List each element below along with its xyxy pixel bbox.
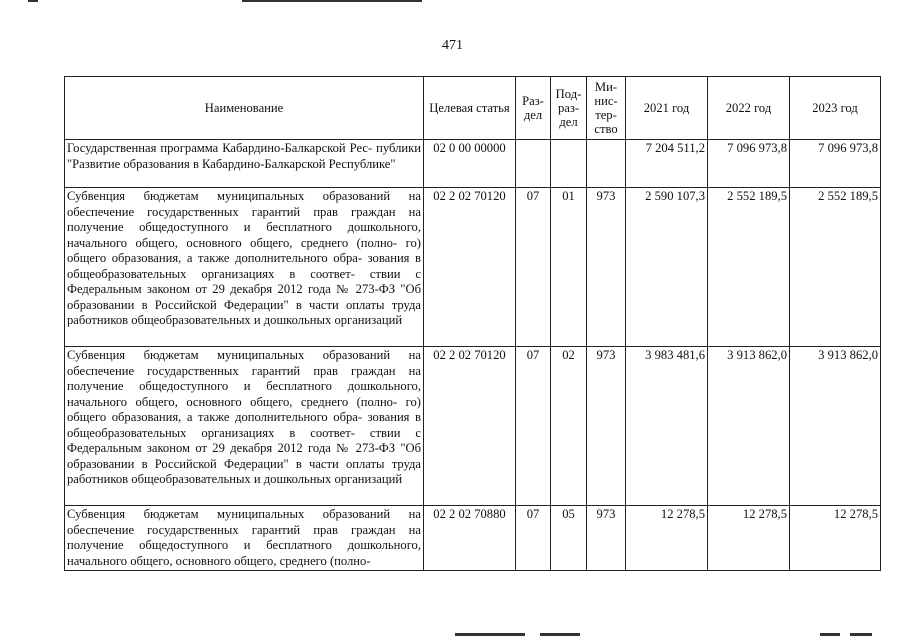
- scan-bottom-mark: [850, 633, 872, 636]
- row-2022-value: 3 913 862,0: [708, 347, 790, 506]
- row-ministry: 973: [587, 506, 626, 571]
- row-2023-value: 2 552 189,5: [790, 188, 881, 347]
- row-subsection: 05: [551, 506, 587, 571]
- row-subsection: [551, 140, 587, 188]
- row-2023-value: 12 278,5: [790, 506, 881, 571]
- header-2023: 2023 год: [790, 77, 881, 140]
- table-row: [65, 506, 881, 571]
- page-number: 471: [442, 38, 463, 53]
- table-header-row: [65, 77, 881, 140]
- row-2021-value: 7 204 511,2: [626, 140, 708, 188]
- scan-bottom-mark: [540, 633, 580, 636]
- header-subsection: Под- раз- дел: [551, 77, 587, 140]
- row-name: Субвенция бюджетам муниципальных образований на обеспечение государственных гарантий прав граждан на получение общедоступного и бесплатного дошкольного, начального общего, основного общего, среднего (полно- го) общего образования, а также дополнительного обра- зования в общеобразовательных организациях в соответ- ствии с Федеральным законом от 29 декабря 2012 года № 273-ФЗ "Об образовании в Российской Федерации" в части оплаты труда работников общеобразовательных и дошкольных организаций: [65, 188, 424, 347]
- table-row: [65, 188, 881, 347]
- row-subsection: 01: [551, 188, 587, 347]
- row-ministry: 973: [587, 188, 626, 347]
- scan-top-line: [242, 0, 422, 2]
- table-row: [65, 347, 881, 506]
- header-2022: 2022 год: [708, 77, 790, 140]
- row-section: 07: [516, 347, 551, 506]
- row-section: 07: [516, 506, 551, 571]
- row-ministry: [587, 140, 626, 188]
- row-2022-value: 7 096 973,8: [708, 140, 790, 188]
- row-2022-value: 12 278,5: [708, 506, 790, 571]
- row-2023-value: 3 913 862,0: [790, 347, 881, 506]
- row-2023-value: 7 096 973,8: [790, 140, 881, 188]
- row-2021-value: 12 278,5: [626, 506, 708, 571]
- header-2021: 2021 год: [626, 77, 708, 140]
- table-row: [65, 140, 881, 188]
- row-ministry: 973: [587, 347, 626, 506]
- budget-table: [64, 76, 881, 571]
- row-subsection: 02: [551, 347, 587, 506]
- row-section: 07: [516, 188, 551, 347]
- scan-bottom-mark: [455, 633, 525, 636]
- row-2022-value: 2 552 189,5: [708, 188, 790, 347]
- header-target-article: Целевая статья: [424, 77, 516, 140]
- row-target-article: 02 2 02 70120: [424, 347, 516, 506]
- row-target-article: 02 0 00 00000: [424, 140, 516, 188]
- scan-bottom-mark: [820, 633, 840, 636]
- row-section: [516, 140, 551, 188]
- row-name: Субвенция бюджетам муниципальных образований на обеспечение государственных гарантий прав граждан на получение общедоступного и бесплатного дошкольного, начального общего, основного общего, среднего (полно- го) общего образования, а также дополнительного обра- зования в общеобразовательных организациях в соответ- ствии с Федеральным законом от 29 декабря 2012 года № 273-ФЗ "Об образовании в Российской Федерации" в части оплаты труда работников общеобразовательных и дошкольных организаций: [65, 347, 424, 506]
- row-2021-value: 3 983 481,6: [626, 347, 708, 506]
- header-ministry: Ми- нис- тер- ство: [587, 77, 626, 140]
- scan-top-line: [28, 0, 38, 2]
- row-2021-value: 2 590 107,3: [626, 188, 708, 347]
- row-target-article: 02 2 02 70120: [424, 188, 516, 347]
- row-name: Государственная программа Кабардино-Балкарской Рес- публики "Развитие образования в Кабардино-Балкарской Республике": [65, 140, 424, 188]
- row-name: Субвенция бюджетам муниципальных образований на обеспечение государственных гарантий прав граждан на получение общедоступного и бесплатного дошкольного, начального общего, основного общего, среднего (полно-: [65, 506, 424, 571]
- row-target-article: 02 2 02 70880: [424, 506, 516, 571]
- header-name: Наименование: [65, 77, 424, 140]
- header-section: Раз- дел: [516, 77, 551, 140]
